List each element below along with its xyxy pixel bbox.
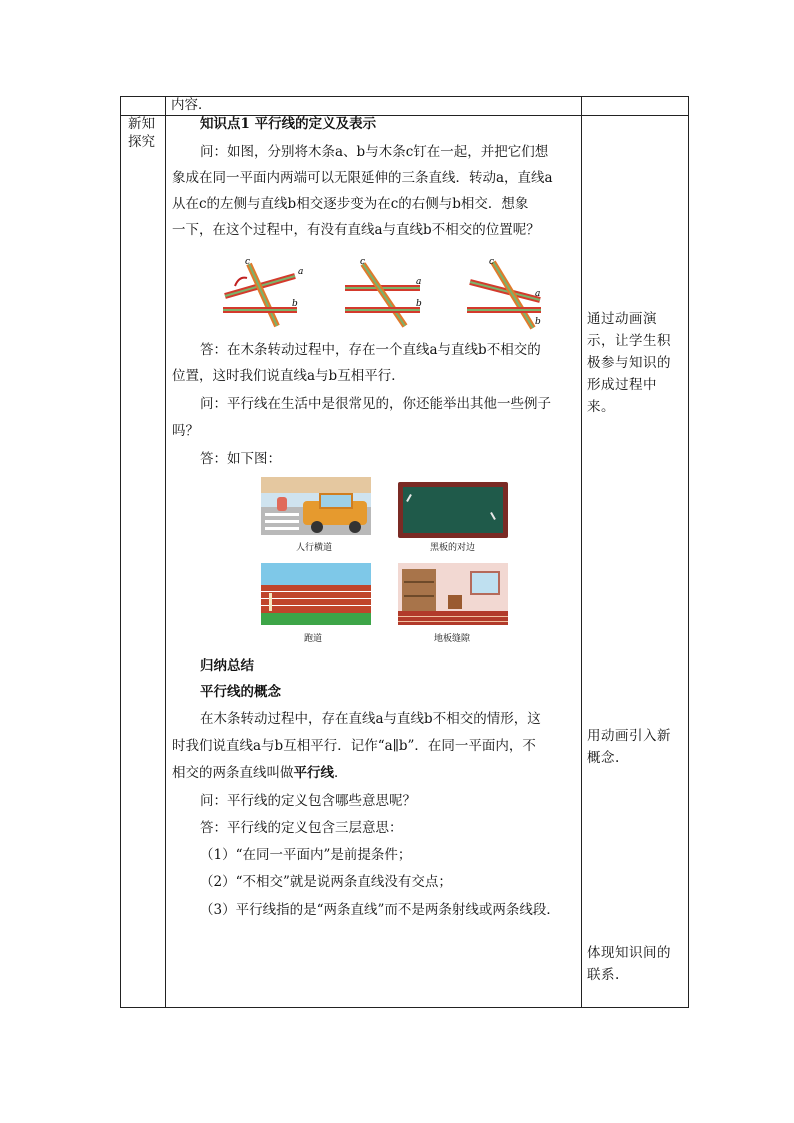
section-label-line1: 新知 [128,116,155,132]
section-label-line2: 探究 [128,134,155,150]
top-row-text: 内容． [171,97,212,113]
concept-line2: 时我们说直线a与b互相平行．记作“a∥b”．在同一平面内，不 [172,738,536,754]
crosswalk-image [261,477,371,535]
floor-image [398,563,508,625]
label-c: c [489,257,495,267]
label-c: c [360,257,366,267]
sticks-panel-3 [467,257,541,328]
note-animation [587,308,671,418]
q1-line3: 从在c的左侧与直线b相交逐步变为在c的右侧与b相交．想象 [172,196,529,212]
q2-line2: 吗？ [172,423,199,439]
sticks-panel-2 [345,257,422,326]
concept-line3-end: ． [334,765,348,781]
concept-line3 [172,760,348,786]
term-parallel-lines: 平行线 [293,765,334,781]
table-left-border [120,96,121,1008]
note-3-line2: 联系. [587,967,620,983]
label-a: a [298,267,304,277]
track-image [261,563,371,625]
table-right-border [688,96,689,1008]
concept-line3-start: 相交的两条直线叫做 [172,765,294,781]
column-divider-2 [581,96,582,1008]
rotating-sticks-figure [215,254,570,334]
q1-line2: 象成在同一平面内两端可以无限延伸的三条直线．转动a，直线a [172,170,553,186]
q3-text: 问：平行线的定义包含哪些意思呢？ [200,793,416,809]
caption-track: 跑道 [304,634,323,644]
point-3: （3）平行线指的是“两条直线”而不是两条射线或两条线段． [200,902,560,918]
summary-title: 归纳总结 [200,658,254,674]
label-b: b [535,317,541,327]
label-b: b [292,299,298,309]
note-connection [587,942,671,986]
sticks-panel-1 [223,257,303,326]
note-1-line4: 形成过程中 [587,377,657,393]
caption-floor: 地板缝隙 [434,634,471,644]
note-2-line2: 概念. [587,750,620,766]
note-1-line5: 来。 [587,399,615,415]
note-1-line3: 极参与知识的 [587,355,671,371]
q1-line1: 问：如图，分别将木条a、b与木条c钉在一起，并把它们想 [200,144,549,160]
concept-line1: 在木条转动过程中，存在直线a与直线b不相交的情形，这 [200,711,541,727]
section-label [128,115,155,151]
point-1: （1）“在同一平面内”是前提条件； [200,847,412,863]
a1-line2: 位置，这时我们说直线a与b互相平行． [172,368,405,384]
kp1-title: 知识点1 平行线的定义及表示 [200,116,377,132]
table-bottom-border [120,1007,689,1008]
lesson-table [120,96,689,1008]
caption-blackboard: 黑板的对边 [430,543,476,553]
note-2-line1: 用动画引入新 [587,728,671,744]
point-2: （2）“不相交”就是说两条直线没有交点； [200,874,452,890]
q1-line4: 一下，在这个过程中，有没有直线a与直线b不相交的位置呢？ [172,222,540,238]
note-3-line1: 体现知识间的 [587,945,671,961]
caption-crosswalk: 人行横道 [296,543,333,553]
label-b: b [416,299,422,309]
note-1-line2: 示，让学生积 [587,333,671,349]
note-1-line1: 通过动画演 [587,311,657,327]
a2-text: 答：如下图： [200,451,281,467]
label-a: a [416,277,422,287]
a1-line1: 答：在木条转动过程中，存在一个直线a与直线b不相交的 [200,342,541,358]
blackboard-image [398,482,508,538]
note-new-concept [587,725,671,769]
concept-title: 平行线的概念 [200,684,281,700]
label-a: a [535,289,541,299]
a3-text: 答：平行线的定义包含三层意思： [200,820,403,836]
column-divider-1 [165,96,166,1008]
q2-line1: 问：平行线在生活中是很常见的，你还能举出其他一些例子 [200,396,551,412]
label-c: c [245,257,251,267]
